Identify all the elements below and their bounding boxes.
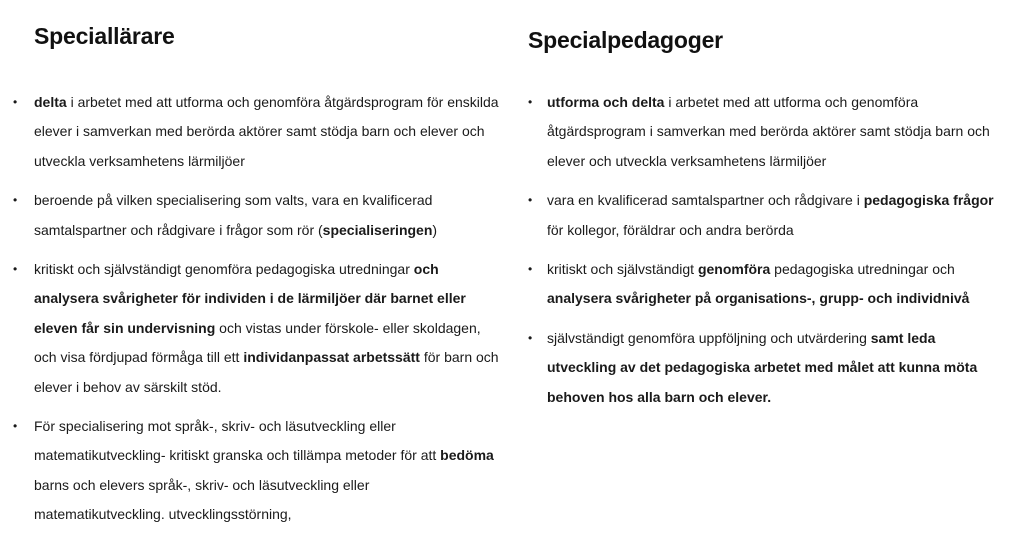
text: för barn och elever i behov av särskilt stöd. xyxy=(34,349,499,395)
bold-text: individanpassat arbetssätt xyxy=(243,349,420,366)
bold-text: och analysera svårigheter för individen i de lärmiljöer där barnet eller eleven får sin undervisning xyxy=(34,261,466,336)
text: i arbetet med att utforma och genomföra åtgärdsprogram i samverkan med berörda aktörer samt stödja barn och elever och utveckla verksamhetens lärmiljöer xyxy=(547,94,990,169)
bold-text: pedagogiska frågor xyxy=(863,192,994,209)
list-item xyxy=(0,88,500,176)
list-item xyxy=(513,88,1003,176)
text: För specialisering mot språk-, skriv- och läsutveckling eller matematikutveckling- kritiskt granska och tillämpa metoder för att xyxy=(34,418,441,464)
bullet-icon: • xyxy=(13,262,18,277)
bold-text: delta xyxy=(34,94,67,110)
bullet-icon: • xyxy=(13,193,18,208)
bold-text: bedöma xyxy=(440,447,494,464)
text: pedagogiska utredningar och xyxy=(770,261,955,278)
text: kritiskt och självständigt xyxy=(547,261,698,278)
text: beroende på vilken specialisering som valts, vara en kvalificerad samtalspartner och rådgivare i frågor som rör ( xyxy=(34,192,433,238)
text: självständigt genomföra uppföljning och utvärdering xyxy=(547,329,871,346)
text: i arbetet med att utforma och genomföra åtgärdsprogram för enskilda elever i samverkan med berörda aktörer samt stödja barn och elever och utveckla verksamhetens lärmiljöer xyxy=(34,94,499,169)
bold-text: analysera svårigheter på organisations-, grupp- och individnivå xyxy=(547,290,970,307)
list-item xyxy=(513,255,1003,314)
text: och vistas under förskole- eller skoldagen, och visa fördjupad förmåga till ett xyxy=(34,319,481,366)
list-item xyxy=(0,186,500,245)
bullet-icon: • xyxy=(13,95,18,109)
left-heading: Speciallärare xyxy=(34,23,175,49)
text: för kollegor, föräldrar och andra berörda xyxy=(547,221,794,238)
text: ) xyxy=(432,221,438,238)
list-item xyxy=(0,255,500,402)
bold-text: genomföra xyxy=(697,261,771,278)
text: kritiskt och självständigt genomföra pedagogiska utredningar xyxy=(34,261,414,278)
bullet-icon: • xyxy=(528,330,533,345)
right-bullet-list xyxy=(513,88,1003,422)
list-item xyxy=(513,186,1003,245)
bold-text: samt leda utveckling av det pedagogiska arbetet med målet att kunna möta behoven hos alla barn och elever. xyxy=(547,329,978,405)
left-bullet-list xyxy=(0,88,500,540)
bold-text: utforma och delta xyxy=(547,94,665,110)
bullet-icon: • xyxy=(13,419,18,434)
text: vara en kvalificerad samtalspartner och rådgivare i xyxy=(547,192,864,209)
right-heading: Specialpedagoger xyxy=(528,27,723,53)
list-item xyxy=(0,412,500,530)
bold-text: specialiseringen xyxy=(322,221,433,238)
list-item xyxy=(513,324,1003,412)
bullet-icon: • xyxy=(528,95,533,109)
bullet-icon: • xyxy=(528,193,533,208)
text: barns och elevers språk-, skriv- och läsutveckling eller matematikutveckling. utvecklingsstörning, xyxy=(34,476,370,523)
bullet-icon: • xyxy=(528,262,533,277)
